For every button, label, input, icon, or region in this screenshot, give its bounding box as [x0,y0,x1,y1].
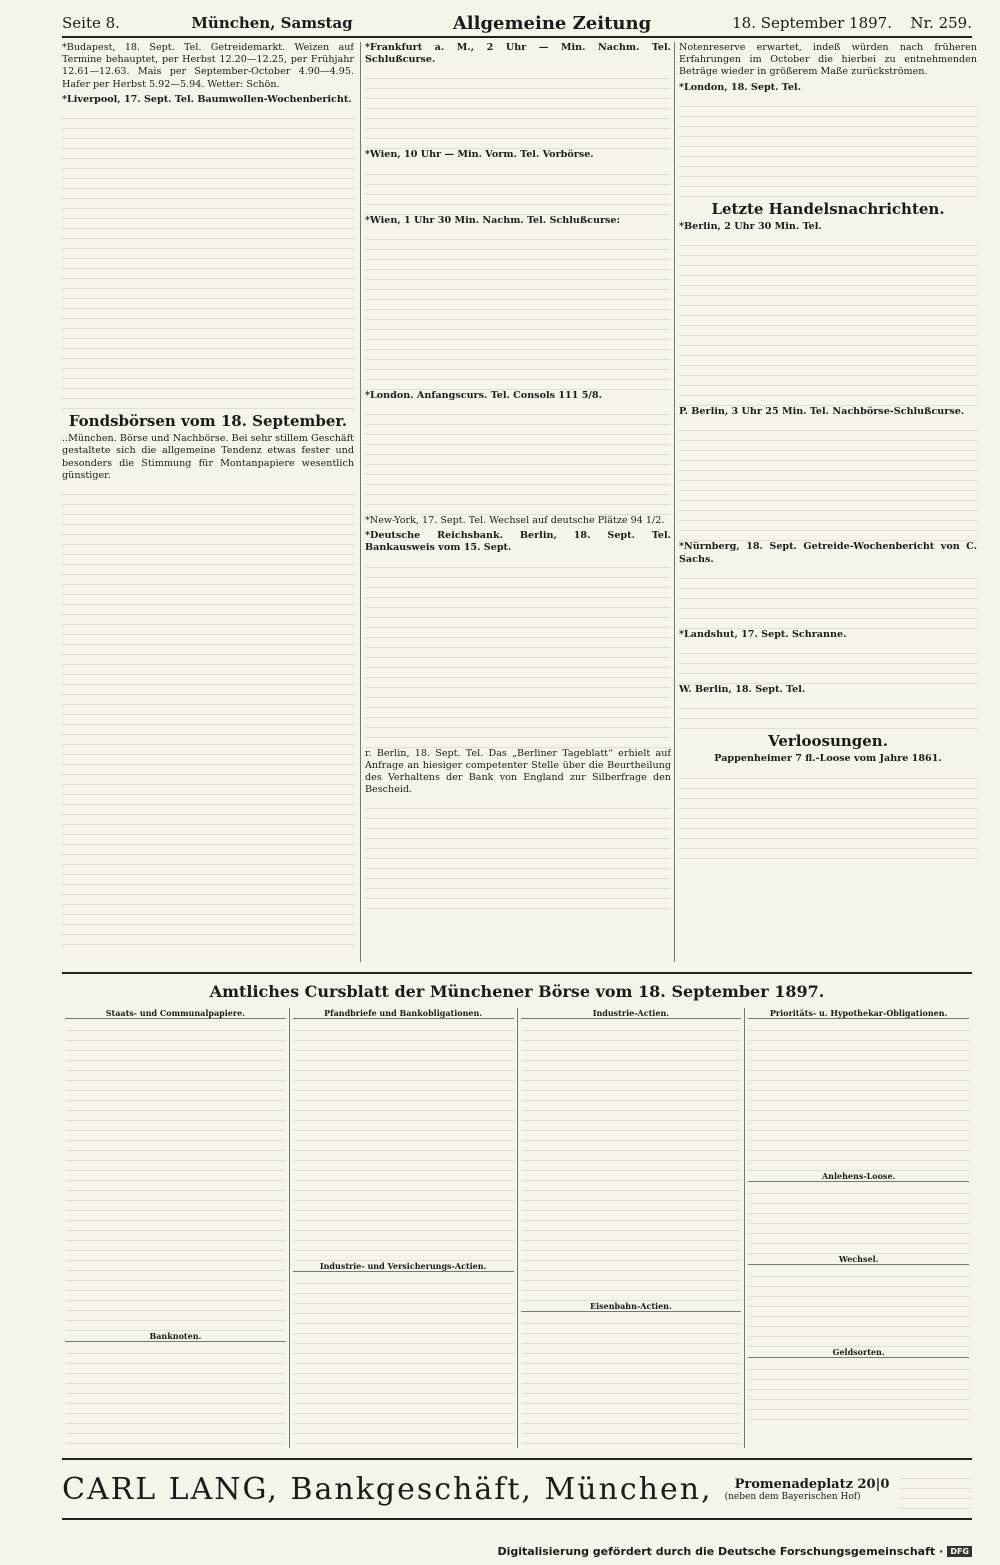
cursblatt-table [62,1008,972,1448]
muenchen-report: ..München. Börse und Nachbörse. Bei sehr stillem Geschäft gestaltete sich die allgemeine Tendenz etwas fester und besonders die Stimmung für Montanpapiere wesentlich günstiger. [62,433,354,481]
london-anfangscurs: *London. Anfangscurs. Tel. Consols 111 5/8. [365,389,602,401]
column-3 [674,42,977,962]
cursblatt-title: Amtliches Cursblatt der Münchener Börse vom 18. September 1897. [209,982,825,1001]
unreadable-text-block [365,69,671,149]
london-report: *London, 18. Sept. Tel. [679,81,801,93]
section-title-handelsnachrichten: Letzte Handelsnachrichten. [711,199,945,218]
unreadable-price-table [65,1021,286,1331]
section-title-fondsboersen: Fondsbörsen vom 18. September. [68,412,348,431]
pappenheimer-loose: Pappenheimer 7 fl.-Loose vom Jahre 1861. [714,753,942,765]
unreadable-price-table [748,1267,969,1347]
unreadable-text-block [62,109,354,409]
notenreserve-text: Notenreserve erwartet, indeß würden nach früheren Erfahrungen im October die hierbei zu entnehmenden Beträge wieder in größerem Maße zurückströmen. [679,42,977,78]
budapest-report: *Budapest, 18. Sept. Tel. Getreidemarkt. Weizen auf Termine behauptet, per Herbst 12.20—12.25, per Frühjahr 12.61—12.63. Mais per September-October 4.90—4.95. Hafer per Herbst 5.92—5.94. Wetter: Schön. [62,42,354,90]
berlin-nachboerse: P. Berlin, 3 Uhr 25 Min. Tel. Nachbörse-Schlußcurse. [679,406,965,418]
new-york-report: *New-York, 17. Sept. Tel. Wechsel auf deutsche Plätze 94 1/2. [365,515,665,527]
ad-address: Promenadeplatz 20|0 [734,1476,890,1492]
page-header [62,10,972,38]
column-heading: Industrie- und Versicherungs-Actien. [293,1261,514,1272]
carl-lang-advertisement [62,1458,972,1520]
newspaper-title: Allgemeine Zeitung [452,12,652,34]
unreadable-ad-text [899,1469,972,1509]
unreadable-text-block [679,699,977,729]
ad-address-block [725,1477,890,1502]
column-heading: Geldsorten. [748,1347,969,1358]
unreadable-text-block [679,236,977,406]
ad-address-note: (neben dem Bayerischen Hof) [724,1491,861,1502]
column-heading: Pfandbriefe und Bankobligationen. [293,1008,514,1019]
unreadable-text-block [365,165,671,215]
cursblatt-column [744,1008,972,1448]
unreadable-price-table [748,1021,969,1171]
column-heading: Eisenbahn-Actien. [521,1301,742,1312]
column-heading: Industrie-Actien. [521,1008,742,1019]
liverpool-report: *Liverpool, 17. Sept. Tel. Baumwollen-Wochenbericht. [62,93,352,105]
section-title-verloosungen: Verloosungen. [768,732,888,751]
digitization-footer: Digitalisierung gefördert durch die Deutsche Forschungsgemeinschaft · DFG [497,1545,972,1558]
unreadable-price-table [521,1021,742,1301]
unreadable-price-table [65,1344,286,1444]
issue-number: Nr. 259. [910,14,972,32]
unreadable-price-table [521,1314,742,1444]
column-1 [62,42,354,962]
ad-company-name: CARL LANG, Bankgeschäft, München, [62,1471,713,1507]
unreadable-text-block [679,569,977,629]
page-number: Seite 8. [62,14,120,32]
unreadable-price-table [293,1021,514,1261]
berlin-tageblatt-report: r. Berlin, 18. Sept. Tel. Das „Berliner Tageblatt“ erhielt auf Anfrage an hiesiger competenter Stelle über die Beurtheilung des Verhaltens der Bank von England zur Silberfrage den Bescheid. [365,747,671,796]
unreadable-price-table [365,230,671,390]
issue-date: 18. September 1897. [732,14,892,32]
column-heading: Staats- und Communalpapiere. [65,1008,286,1019]
footer-text: Digitalisierung gefördert durch die Deutsche Forschungsgemeinschaft [497,1545,936,1558]
unreadable-price-table [679,421,977,541]
unreadable-price-table [748,1184,969,1254]
landshut-report: *Landshut, 17. Sept. Schranne. [679,628,847,640]
dfg-logo-icon: DFG [947,1546,972,1557]
column-heading: Prioritäts- u. Hypothekar-Obligationen. [748,1008,969,1019]
place-day: München, Samstag [191,14,353,32]
berlin-report: *Berlin, 2 Uhr 30 Min. Tel. [679,221,822,233]
cursblatt-column [517,1008,745,1448]
unreadable-text-block [62,485,354,945]
column-heading: Banknoten. [65,1331,286,1342]
column-heading: Anlehens-Loose. [748,1171,969,1182]
reichsbank-report: *Deutsche Reichsbank. Berlin, 18. Sept. Tel. Bankausweis vom 15. Sept. [365,530,671,554]
cursblatt-column [289,1008,517,1448]
nuernberg-report: *Nürnberg, 18. Sept. Getreide-Wochenbericht von C. Sachs. [679,541,977,565]
unreadable-price-table [748,1360,969,1420]
unreadable-bank-statement [365,558,671,748]
unreadable-text-block [679,769,977,859]
unreadable-price-table [293,1274,514,1444]
wien-vorboerse: *Wien, 10 Uhr — Min. Vorm. Tel. Vorbörse. [365,149,594,161]
column-2 [360,42,671,962]
cursblatt-column [62,1008,289,1448]
wien-schlusscurse: *Wien, 1 Uhr 30 Min. Nachm. Tel. Schlußcurse: [365,214,621,226]
unreadable-text-block [679,644,977,684]
frankfurt-report: *Frankfurt a. M., 2 Uhr — Min. Nachm. Tel. Schlußcurse. [365,42,671,66]
unreadable-text-block [365,799,671,909]
unreadable-text-block [679,97,977,197]
column-heading: Wechsel. [748,1254,969,1265]
unreadable-price-table [365,405,671,515]
divider [62,972,972,974]
w-berlin-report: W. Berlin, 18. Sept. Tel. [679,684,806,696]
